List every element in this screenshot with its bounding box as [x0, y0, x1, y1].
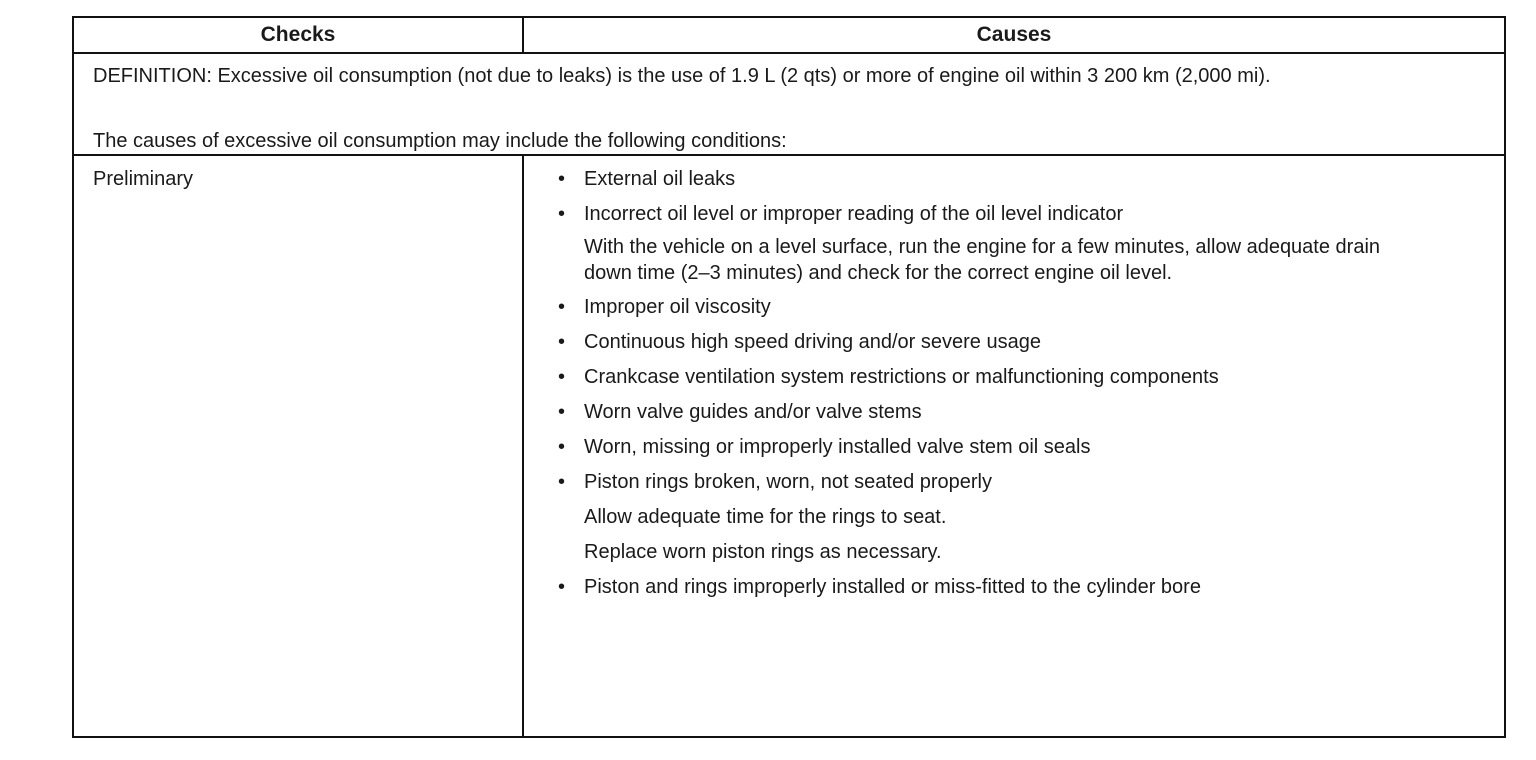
- cause-text: Crankcase ventilation system restrictions or malfunctioning components: [584, 366, 1219, 388]
- list-item: [556, 364, 1456, 391]
- cause-text: Piston rings broken, worn, not seated properly: [584, 471, 992, 493]
- list-item: [556, 294, 1456, 321]
- cause-text: Incorrect oil level or improper reading of the oil level indicator: [584, 203, 1124, 225]
- bullet-icon: •: [558, 366, 566, 388]
- diagnostic-table: [72, 16, 1506, 738]
- bullet-icon: •: [558, 436, 566, 458]
- bullet-icon: •: [558, 471, 566, 493]
- list-item: [556, 434, 1456, 461]
- definition-text: DEFINITION: Excessive oil consumption (not due to leaks) is the use of 1.9 L (2 qts) or more of engine oil within 3 200 km (2,000 mi).: [93, 65, 1271, 87]
- list-item: [556, 201, 1456, 228]
- definition-block: [74, 54, 1504, 156]
- list-item: [556, 574, 1456, 601]
- causes-intro-text: The causes of excessive oil consumption may include the following conditions:: [93, 130, 787, 152]
- cause-text: Worn valve guides and/or valve stems: [584, 401, 922, 423]
- bullet-icon: •: [558, 296, 566, 318]
- list-item: [556, 329, 1456, 356]
- list-item: [556, 399, 1456, 426]
- cause-note: Replace worn piston rings as necessary.: [584, 541, 942, 563]
- column-divider: [522, 156, 524, 738]
- bullet-icon: •: [558, 576, 566, 598]
- cause-note: With the vehicle on a level surface, run the engine for a few minutes, allow adequate drain down time (2–3 minutes) and check for the correct engine oil level.: [584, 236, 1381, 284]
- table-header-row: [74, 18, 1504, 54]
- causes-list: [556, 166, 1456, 609]
- cause-text: Worn, missing or improperly installed valve stem oil seals: [584, 436, 1091, 458]
- bullet-icon: •: [558, 401, 566, 423]
- list-item: [556, 166, 1456, 193]
- list-item: [556, 469, 1456, 496]
- cause-text: Improper oil viscosity: [584, 296, 771, 318]
- bullet-icon: •: [558, 203, 566, 225]
- table-row: [74, 156, 1504, 738]
- bullet-icon: •: [558, 168, 566, 190]
- check-label: Preliminary: [93, 168, 194, 190]
- cause-text: Continuous high speed driving and/or severe usage: [584, 331, 1041, 353]
- bullet-icon: •: [558, 331, 566, 353]
- header-checks: Checks: [260, 23, 336, 46]
- header-causes: Causes: [976, 23, 1052, 46]
- cause-note: Allow adequate time for the rings to seat.: [584, 506, 947, 528]
- cause-text: External oil leaks: [584, 168, 736, 190]
- cause-text: Piston and rings improperly installed or miss-fitted to the cylinder bore: [584, 576, 1201, 598]
